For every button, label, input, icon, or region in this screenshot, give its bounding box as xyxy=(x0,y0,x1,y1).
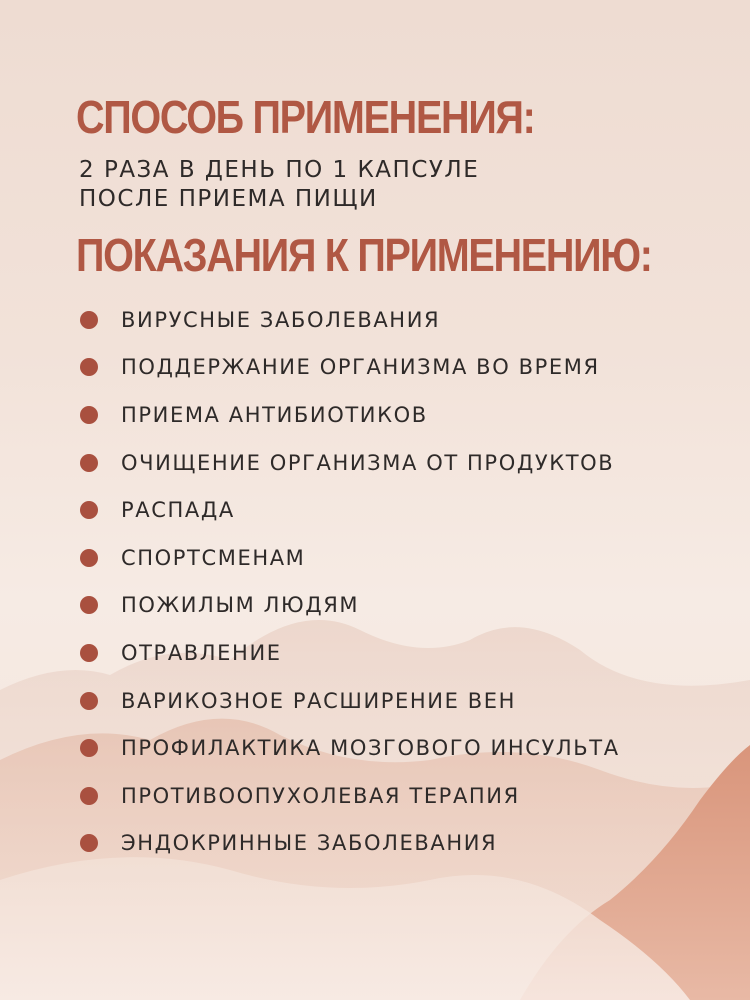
list-item-label: СПОРТСМЕНАМ xyxy=(121,545,306,570)
bullet-icon xyxy=(80,406,98,424)
list-item-label: ОЧИЩЕНИЕ ОРГАНИЗМА ОТ ПРОДУКТОВ xyxy=(121,450,615,475)
list-item xyxy=(0,677,750,725)
list-item xyxy=(0,534,750,582)
bullet-icon xyxy=(80,549,98,567)
bullet-icon xyxy=(80,739,98,757)
list-item-label: ПОЖИЛЫМ ЛЮДЯМ xyxy=(121,593,360,618)
bullet-icon xyxy=(80,834,98,852)
bullet-icon xyxy=(80,358,98,376)
list-item xyxy=(0,772,750,820)
indications-list xyxy=(0,296,750,867)
list-item xyxy=(0,486,750,534)
method-line-1: 2 РАЗА В ДЕНЬ ПО 1 КАПСУЛЕ xyxy=(79,157,480,183)
list-item xyxy=(0,629,750,677)
list-item xyxy=(0,439,750,487)
list-item-label: ОТРАВЛЕНИЕ xyxy=(121,640,282,665)
list-item-label: ПРОТИВООПУХОЛЕВАЯ ТЕРАПИЯ xyxy=(121,783,520,808)
bullet-icon xyxy=(80,501,98,519)
bullet-icon xyxy=(80,454,98,472)
list-item xyxy=(0,724,750,772)
list-item-label: ЭНДОКРИННЫЕ ЗАБОЛЕВАНИЯ xyxy=(121,831,498,856)
bullet-icon xyxy=(80,787,98,805)
bullet-icon xyxy=(80,596,98,614)
list-item xyxy=(0,820,750,868)
bullet-icon xyxy=(80,644,98,662)
list-item-label: ВИРУСНЫЕ ЗАБОЛЕВАНИЯ xyxy=(121,307,441,332)
list-item xyxy=(0,391,750,439)
list-item xyxy=(0,582,750,630)
list-item-label: ПОДДЕРЖАНИЕ ОРГАНИЗМА ВО ВРЕМЯ xyxy=(121,355,600,380)
bullet-icon xyxy=(80,311,98,329)
bullet-icon xyxy=(80,692,98,710)
method-line-2: ПОСЛЕ ПРИЕМА ПИЩИ xyxy=(79,186,378,212)
indications-title: ПОКАЗАНИЯ К ПРИМЕНЕНИЮ: xyxy=(76,229,652,281)
list-item-label: РАСПАДА xyxy=(121,498,235,523)
list-item xyxy=(0,296,750,344)
method-title: СПОСОБ ПРИМЕНЕНИЯ: xyxy=(76,91,535,143)
list-item-label: ВАРИКОЗНОЕ РАСШИРЕНИЕ ВЕН xyxy=(121,688,517,713)
list-item xyxy=(0,344,750,392)
list-item-label: ПРИЕМА АНТИБИОТИКОВ xyxy=(121,402,428,427)
list-item-label: ПРОФИЛАКТИКА МОЗГОВОГО ИНСУЛЬТА xyxy=(121,736,620,761)
